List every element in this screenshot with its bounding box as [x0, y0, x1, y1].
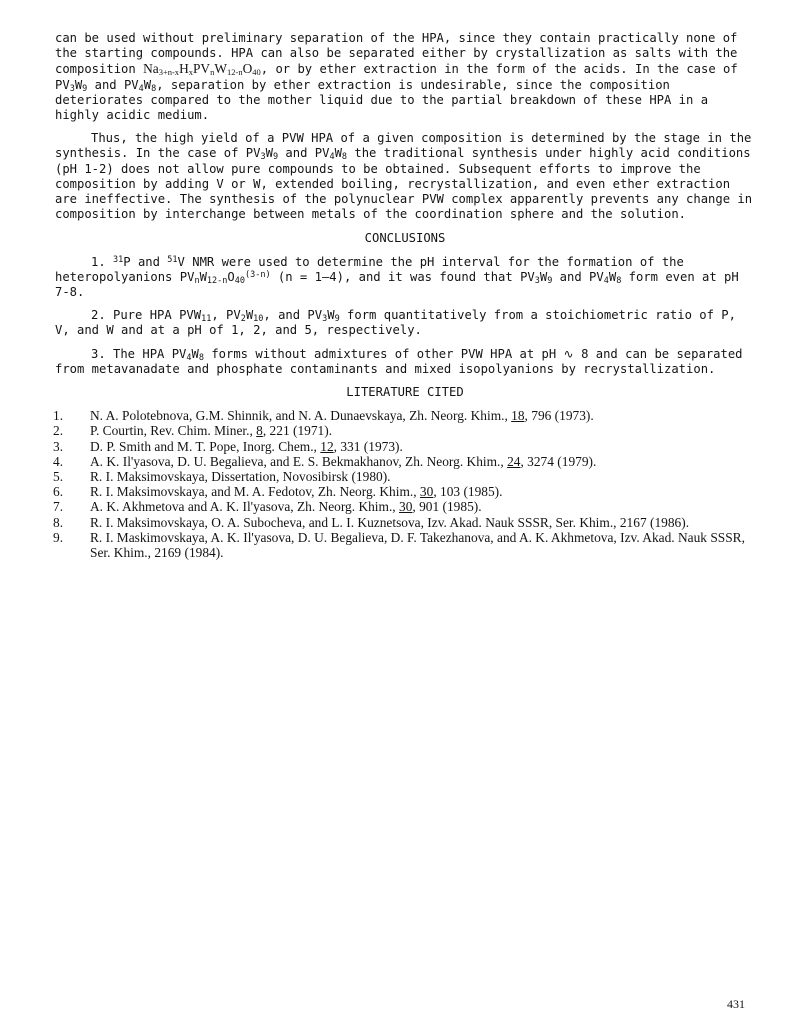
reference-item: 1. N. A. Polotebnova, G.M. Shinnik, and N. A. Dunaevskaya, Zh. Neorg. Khim., 18, 796 (1973). — [53, 408, 594, 424]
reference-item: 9. R. I. Maskimovskaya, A. K. Il'yasova, D. U. Begalieva, D. F. Takezhanova, and A. K. Akhmetova, Izv. Akad. Nauk SSSR, Ser. Khim., 2169 (1984). — [53, 529, 745, 561]
conclusion-2: 2. Pure HPA $PVW_{11}$, $PV_2W_{10}$, and $PV_3W_9$ form quantitatively from a stoichiometric ratio of P, V, and W and at a pH of 1, 2, and 5, respectively. — [55, 308, 736, 338]
reference-item: 2. P. Courtin, Rev. Chim. Miner., 8, 221 (1971). — [53, 423, 333, 439]
reference-item: 3. D. P. Smith and M. T. Pope, Inorg. Chem., 12, 331 (1973). — [53, 438, 403, 454]
literature-heading: LITERATURE CITED — [346, 385, 464, 400]
formula-sodium-salt: $Na_{3+n-x}H_xPV_nW_{12-n}O_{40}$ — [143, 61, 261, 78]
body-paragraph-2: Thus, the high yield of a PVW HPA of a given composition is determined by the stage in the synthesis. In the case of $PV_3W_9$ and $PV_4W_8$ the traditional synthesis under highly acid conditions (pH 1-2) does not allow pure compounds to be obtained. Subsequent efforts to improve the composition by adding V or W, extended boiling, recrystallization, and even ether extraction are ineffective. The synthesis of the polynuclear PVW complex apparently prevents any change in composition by interchange between metals of the coordination sphere and the solution. — [55, 131, 753, 222]
body-paragraph-1: can be used without preliminary separation of the HPA, since they contain practically none of the starting compounds. HPA can also be separated either by crystallization as salts with the composition $Na_{3+n-x}H_xPV_nW_{12-n}O_{40}$, or by ether extraction in the form of the acids. In the case of $PV_3W_9$ and $PV_4W_8$, separation by ether extraction is undesirable, since the composition deteriorates compared to the mother liquid due to the partial breakdown of these HPA in a highly acidic medium. — [55, 31, 738, 123]
reference-list — [55, 408, 755, 560]
reference-item: 6. R. I. Maksimovskaya, and M. A. Fedotov, Zh. Neorg. Khim., 30, 103 (1985). — [53, 484, 503, 500]
reference-item: 4. A. K. Il'yasova, D. U. Begalieva, and E. S. Bekmakhanov, Zh. Neorg. Khim., 24, 3274 (1979). — [53, 453, 597, 469]
conclusion-3: 3. The HPA $PV_4W_8$ forms without admixtures of other PVW HPA at pH ∿ 8 and can be separated from metavanadate and phosphate contaminants and mixed isopolyanions by recrystallization. — [55, 346, 743, 376]
page-content — [55, 31, 755, 560]
conclusion-1: 1. $^{31}$P and $^{51}$V NMR were used to determine the pH interval for the formation of the heteropolyanions $PV_nW_{12-n}O_{40}^{(3-n)}$ (n = 1–4), and it was found that $PV_3W_9$ and $PV_4W_8$ form even at pH 7-8. — [55, 254, 739, 300]
conclusions-heading: CONCLUSIONS — [364, 231, 446, 246]
page-number: 431 — [727, 997, 745, 1011]
reference-item: 7. A. K. Akhmetova and A. K. Il'yasova, Zh. Neorg. Khim., 30, 901 (1985). — [53, 499, 482, 515]
reference-item: 8. R. I. Maksimovskaya, O. A. Subocheva, and L. I. Kuznetsova, Izv. Akad. Nauk SSSR, Ser. Khim., 2167 (1986). — [53, 514, 690, 530]
reference-item: 5. R. I. Maksimovskaya, Dissertation, Novosibirsk (1980). — [53, 469, 391, 485]
